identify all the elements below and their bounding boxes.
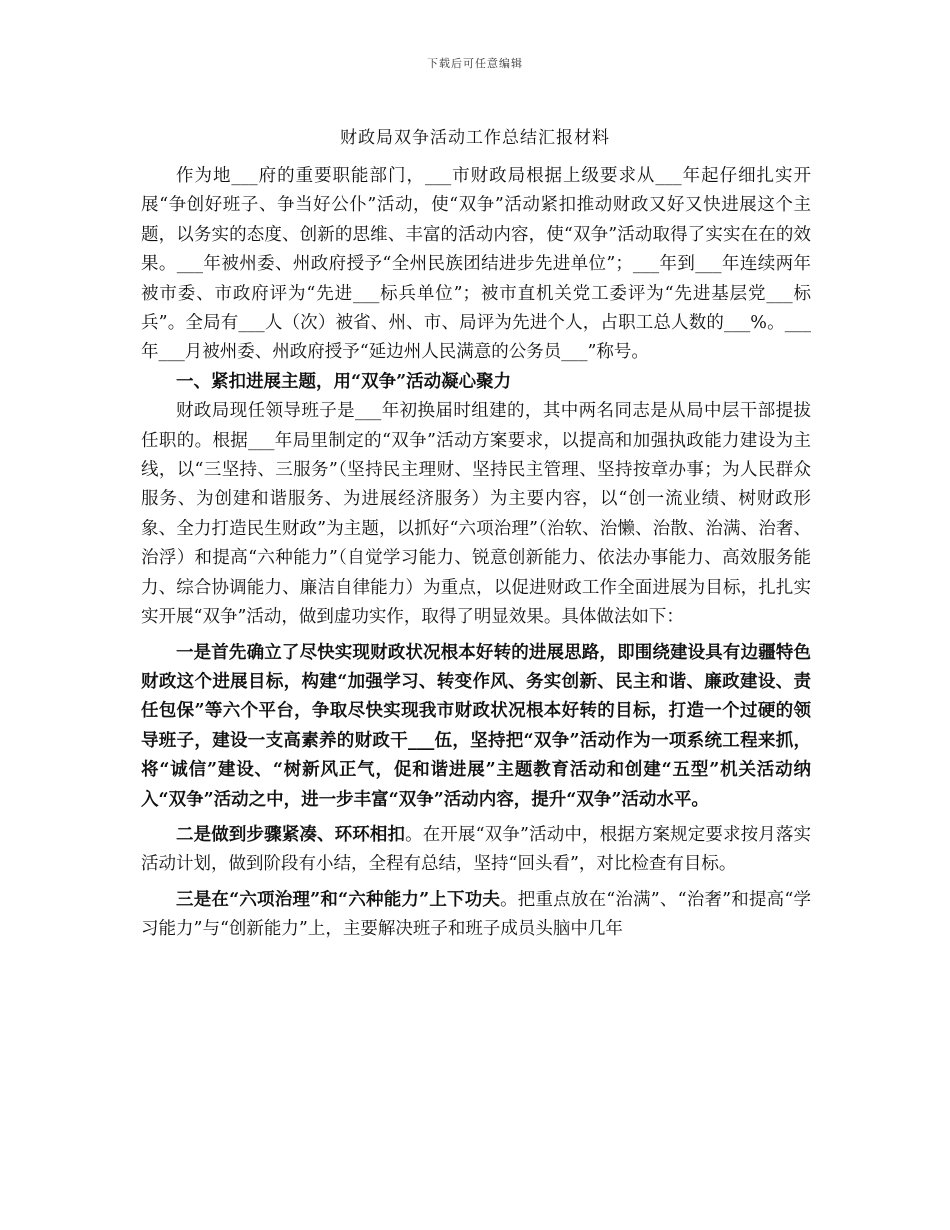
point-1-paragraph: 一是首先确立了尽快实现财政状况根本好转的进展思路，即围绕建设具有边疆特色财政这个进展目标，构建“加强学习、转变作风、务实创新、民主和谐、廉政建设、责任包保”等六个平台，争取尽快实现我市财政状况根本好转的目标，打造一个过硬的领导班子，建设一支高素养的财政干___伍，坚持把“双争”活动作为一项系统工程来抓，将“诚信”建设、“树新风正气，促和谐进展”主题教育活动和创建“五型”机关活动纳入“双争”活动之中，进一步丰富“双争”活动内容，提升“双争”活动水平。 [141,642,811,810]
point-3-paragraph [141,886,811,945]
section-1-paragraph: 财政局现任领导班子是___年初换届时组建的，其中两名同志是从局中层干部提拔任职的。根据___年局里制定的“双争”活动方案要求，以提高和加强执政能力建设为主线，以“三坚持、三服务”（坚持民主理财、坚持民主管理、坚持按章办事；为人民群众服务、为创建和谐服务、为进展经济服务）为主要内容，以“创一流业绩、树财政形象、全力打造民生财政”为主题，以抓好“六项治理”（治软、治懒、治散、治满、治奢、治浮）和提高“六种能力”（自觉学习能力、锐意创新能力、依法办事能力、高效服务能力、综合协调能力、廉洁自律能力）为重点，以促进财政工作全面进展为目标，扎扎实实开展“双争”活动，做到虚功实作，取得了明显效果。具体做法如下： [141,401,811,628]
header-note: 下载后可任意编辑 [427,57,523,70]
page-title: 财政局双争活动工作总结汇报材料 [340,128,610,148]
point-2-paragraph [141,821,811,880]
section-heading-1: 一、紧扣进展主题，用“双争”活动凝心聚力 [176,371,512,392]
point-2-text: 。在开展“双争”活动中，根据方案规定要求按月落实活动计划，做到阶段有小结，全程有总结，坚持“回头看”，对比检查有目标。 [141,824,811,875]
point-3-lead: 三是在“六项治理”和“六种能力”上下功夫 [176,889,501,910]
intro-paragraph: 作为地___府的重要职能部门，___市财政局根据上级要求从___年起仔细扎实开展“争创好班子、争当好公仆”活动，使“双争”活动紧扣推动财政又好又快进展这个主题，以务实的态度、创新的思维、丰富的活动内容，使“双争”活动取得了实实在在的效果。___年被州委、州政府授予“全州民族团结进步先进单位”；___年到___年连续两年被市委、市政府评为“先进___标兵单位”；被市直机关党工委评为“先进基层党___标兵”。全局有___人（次）被省、州、市、局评为先进个人，占职工总人数的___%。___年___月被州委、州政府授予“延边州人民满意的公务员___”称号。 [141,166,811,363]
document-body [141,162,811,945]
point-3-text: 。把重点放在“治满”、“治奢”和提高“学习能力”与“创新能力”上，主要解决班子和班子成员头脑中几年 [141,889,811,940]
point-2-lead: 二是做到步骤紧凑、环环相扣 [176,824,406,845]
